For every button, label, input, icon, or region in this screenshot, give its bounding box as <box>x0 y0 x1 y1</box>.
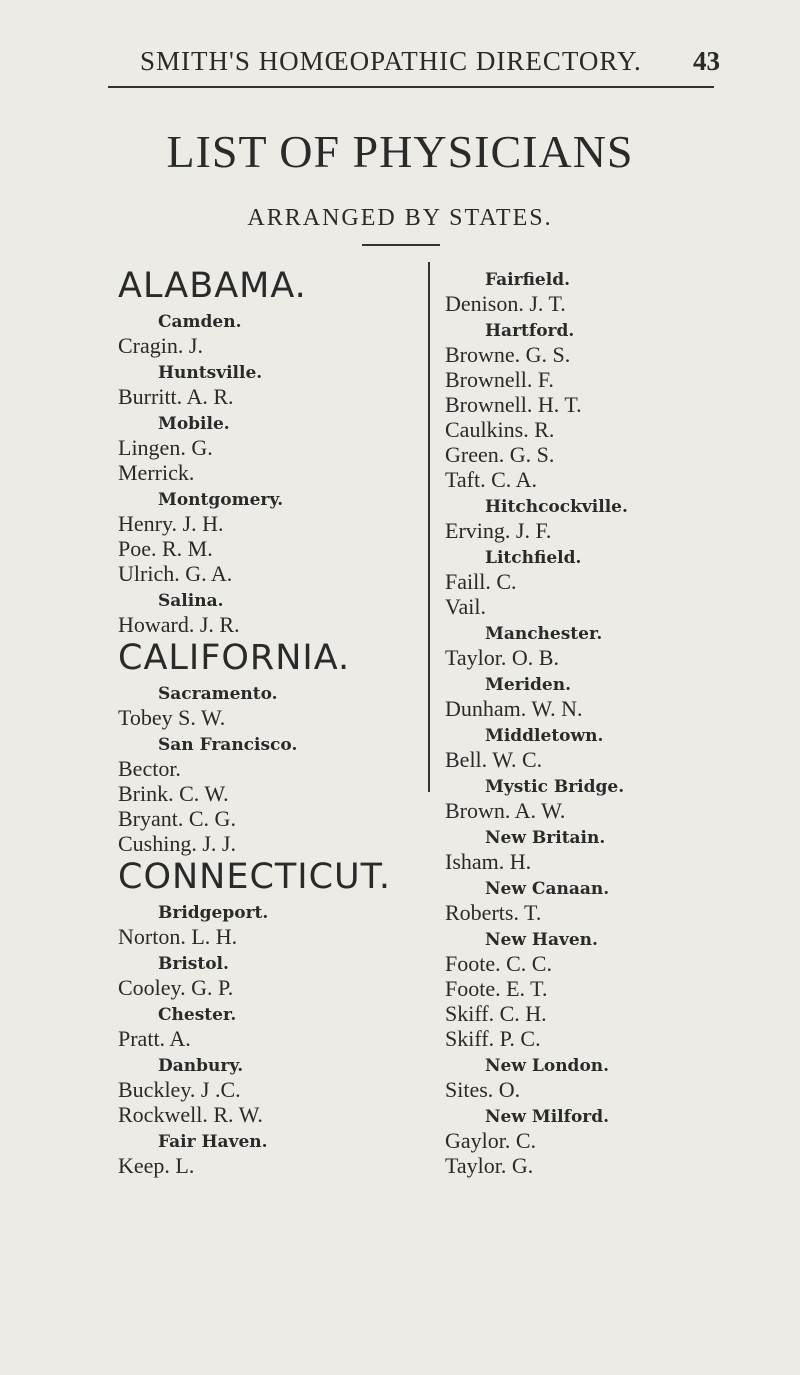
city-heading: Fair Haven. <box>158 1132 268 1152</box>
physician-entry: Bryant. C. G. <box>118 806 236 831</box>
physician-entry: Bell. W. C. <box>445 747 543 772</box>
city-heading: New Britain. <box>485 828 606 848</box>
city-heading: Bridgeport. <box>158 903 269 923</box>
physician-entry: Skiff. C. H. <box>445 1001 547 1026</box>
physician-entry: Erving. J. F. <box>445 518 552 543</box>
city-heading: New Milford. <box>485 1107 610 1127</box>
title-rule <box>362 244 440 246</box>
city-heading: Manchester. <box>485 624 603 644</box>
physician-entry: Keep. L. <box>118 1153 195 1178</box>
physician-entry: Rockwell. R. W. <box>118 1102 263 1127</box>
city-heading: New Canaan. <box>485 879 610 899</box>
city-heading: Fairfield. <box>485 270 571 290</box>
physician-entry: Foote. E. T. <box>445 976 548 1001</box>
state-heading: CALIFORNIA. <box>118 638 351 678</box>
physician-entry: Howard. J. R. <box>118 612 240 637</box>
physician-entry: Buckley. J .C. <box>118 1077 241 1102</box>
page-title: LIST OF PHYSICIANS <box>166 126 634 177</box>
physician-entry: Taft. C. A. <box>445 467 537 492</box>
header-rule <box>108 86 714 88</box>
physician-entry: Merrick. <box>118 460 195 485</box>
running-head <box>90 46 720 76</box>
city-heading: Danbury. <box>158 1056 244 1076</box>
physician-entry: Cragin. J. <box>118 333 203 358</box>
physician-entry: Green. G. S. <box>445 442 555 467</box>
physician-entry: Cushing. J. J. <box>118 831 236 856</box>
city-heading: New London. <box>485 1056 610 1076</box>
city-heading: Litchfield. <box>485 548 582 568</box>
city-heading: Middletown. <box>485 726 604 746</box>
physician-entry: Bector. <box>118 756 181 781</box>
city-heading: Chester. <box>158 1005 237 1025</box>
physician-entry: Brownell. H. T. <box>445 392 582 417</box>
physician-entry: Browne. G. S. <box>445 342 571 367</box>
physician-entry: Poe. R. M. <box>118 536 213 561</box>
physician-entry: Caulkins. R. <box>445 417 555 442</box>
physician-entry: Dunham. W. N. <box>445 696 583 721</box>
physician-entry: Skiff. P. C. <box>445 1026 541 1051</box>
running-title: SMITH'S HOMŒOPATHIC DIRECTORY. <box>140 46 642 76</box>
right-column <box>445 265 775 1178</box>
city-heading: Mystic Bridge. <box>485 777 625 797</box>
physician-entry: Denison. J. T. <box>445 291 566 316</box>
physician-entry: Henry. J. H. <box>118 511 224 536</box>
physician-entry: Taylor. G. <box>445 1153 534 1178</box>
physician-entry: Brown. A. W. <box>445 798 566 823</box>
physician-entry: Roberts. T. <box>445 900 542 925</box>
physician-entry: Cooley. G. P. <box>118 975 234 1000</box>
physician-entry: Isham. H. <box>445 849 532 874</box>
physician-entry: Gaylor. C. <box>445 1128 537 1153</box>
page-number: 43 <box>693 46 720 76</box>
physician-entry: Faill. C. <box>445 569 517 594</box>
physician-entry: Taylor. O. B. <box>445 645 559 670</box>
city-heading: New Haven. <box>485 930 598 950</box>
physician-entry: Norton. L. H. <box>118 924 238 949</box>
physician-entry: Foote. C. C. <box>445 951 552 976</box>
physician-entry: Ulrich. G. A. <box>118 561 233 586</box>
physician-entry: Brownell. F. <box>445 367 554 392</box>
city-heading: Hitchcockville. <box>485 497 628 517</box>
city-heading: Montgomery. <box>158 490 284 510</box>
physician-entry: Lingen. G. <box>118 435 213 460</box>
city-heading: Sacramento. <box>158 684 278 704</box>
city-heading: Camden. <box>158 312 242 332</box>
page-subtitle: ARRANGED BY STATES. <box>247 205 553 231</box>
city-heading: Huntsville. <box>158 363 263 383</box>
city-heading: Hartford. <box>485 321 575 341</box>
city-heading: Salina. <box>158 591 224 611</box>
city-heading: San Francisco. <box>158 735 298 755</box>
physician-entry: Pratt. A. <box>118 1026 191 1051</box>
left-column <box>118 265 418 1178</box>
physician-entry: Vail. <box>445 594 486 619</box>
physician-entry: Tobey S. W. <box>118 705 226 730</box>
city-heading: Bristol. <box>158 954 229 974</box>
physician-entry: Burritt. A. R. <box>118 384 234 409</box>
state-heading: CONNECTICUT. <box>118 857 392 897</box>
city-heading: Mobile. <box>158 414 230 434</box>
physician-entry: Sites. O. <box>445 1077 521 1102</box>
physician-entry: Brink. C. W. <box>118 781 229 806</box>
state-heading: ALABAMA. <box>118 266 307 306</box>
column-divider <box>428 262 430 792</box>
city-heading: Meriden. <box>485 675 572 695</box>
